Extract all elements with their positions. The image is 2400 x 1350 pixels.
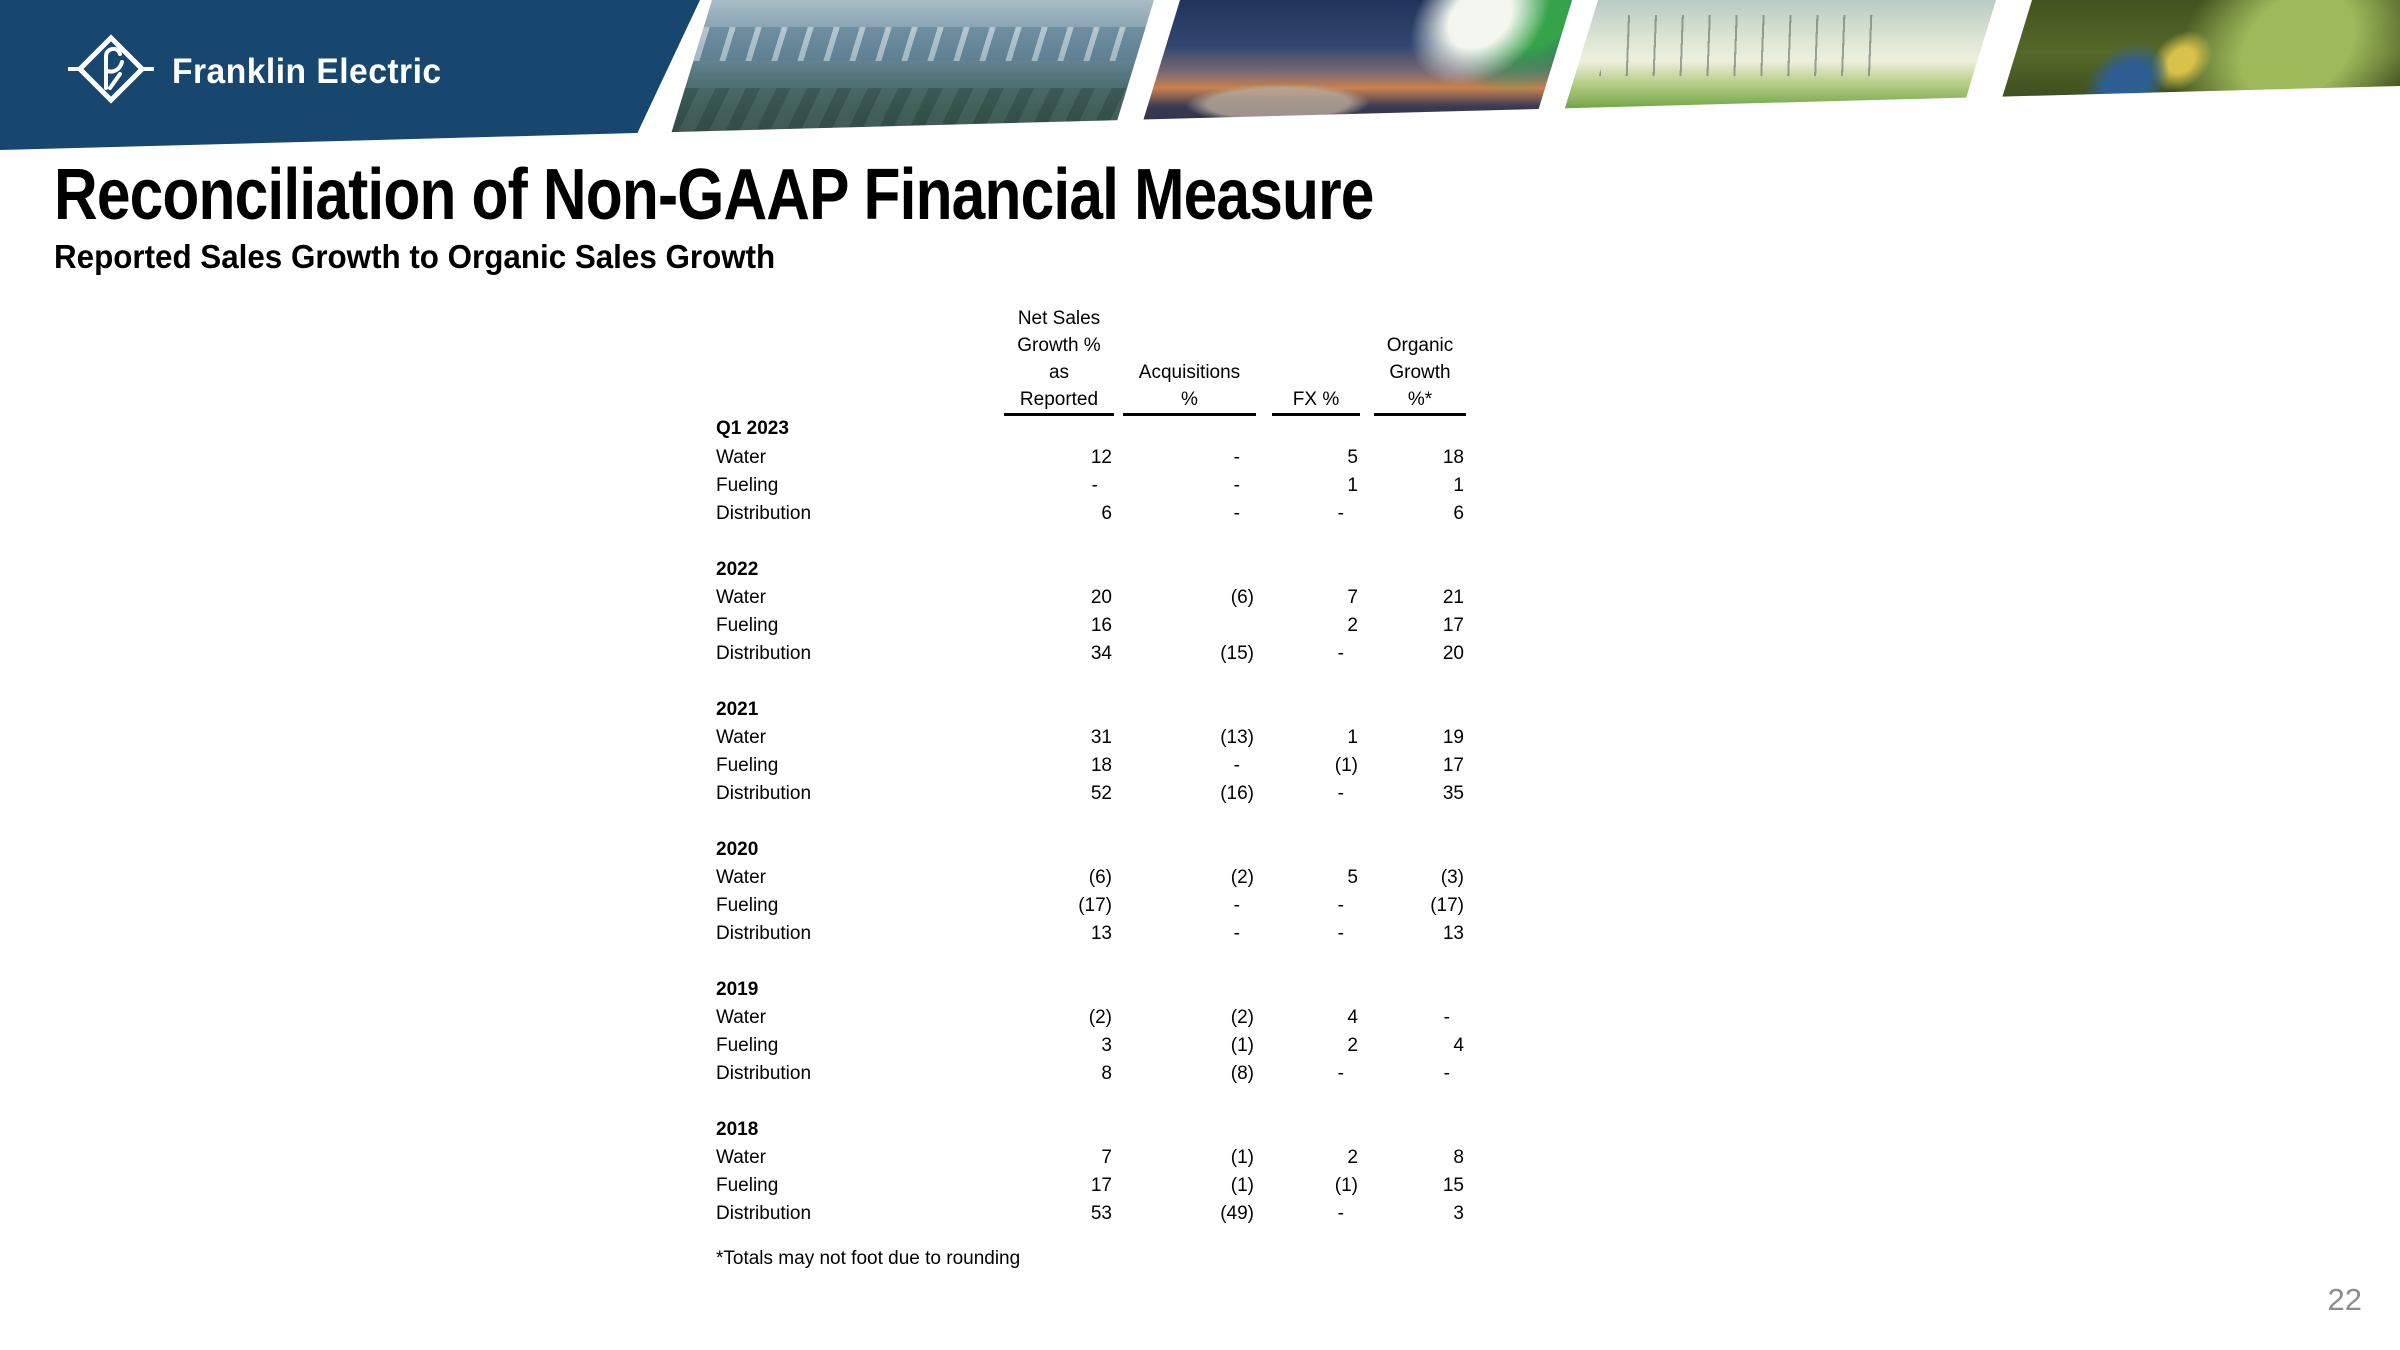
segment-label: Distribution — [716, 1203, 812, 1224]
value-cell: (17) — [1078, 895, 1112, 916]
value-cell: (1) — [1334, 1175, 1358, 1196]
segment-label: Fueling — [716, 755, 779, 776]
table-row — [716, 864, 1466, 892]
table-row — [716, 612, 1466, 640]
segment-label: Water — [716, 727, 766, 748]
value-cell: 4 — [1453, 1035, 1464, 1056]
value-cell: 3 — [1453, 1203, 1464, 1224]
value-cell: 31 — [1090, 727, 1112, 748]
value-cell — [1123, 612, 1256, 640]
group-spacer-row — [716, 808, 1466, 836]
value-cell: - — [1233, 503, 1240, 524]
segment-label: Fueling — [716, 1035, 779, 1056]
segment-label: Distribution — [716, 503, 812, 524]
value-cell: - — [1337, 1063, 1344, 1084]
period-label: 2019 — [716, 979, 759, 1000]
value-cell: 5 — [1347, 867, 1358, 888]
segment-label: Fueling — [716, 475, 779, 496]
table-row — [716, 724, 1466, 752]
column-header-blank — [716, 295, 1004, 415]
table-row — [716, 1004, 1466, 1032]
table-row — [716, 1172, 1466, 1200]
table-row — [716, 1032, 1466, 1060]
value-cell: 18 — [1090, 755, 1112, 776]
value-cell: 2 — [1347, 1035, 1358, 1056]
page-subtitle: Reported Sales Growth to Organic Sales Growth — [54, 238, 776, 275]
value-cell: 2 — [1347, 615, 1358, 636]
logo-wordmark: Franklin Electric — [172, 51, 442, 91]
period-row — [716, 836, 1466, 864]
value-cell: (6) — [1088, 867, 1112, 888]
value-cell: (17) — [1430, 895, 1464, 916]
value-cell: - — [1337, 503, 1344, 524]
value-cell: 7 — [1347, 587, 1358, 608]
value-cell: 21 — [1442, 587, 1464, 608]
value-cell: 15 — [1442, 1175, 1464, 1196]
value-cell: 4 — [1347, 1007, 1358, 1028]
value-cell: 34 — [1090, 643, 1112, 664]
group-spacer-row — [716, 948, 1466, 976]
value-cell: - — [1091, 475, 1098, 496]
period-row — [716, 976, 1466, 1004]
value-cell: (49) — [1220, 1203, 1254, 1224]
segment-label: Distribution — [716, 643, 812, 664]
table-row — [716, 1200, 1466, 1228]
value-cell: - — [1233, 895, 1240, 916]
value-cell: (1) — [1230, 1035, 1254, 1056]
value-cell: 17 — [1090, 1175, 1112, 1196]
value-cell: - — [1233, 755, 1240, 776]
value-cell: 5 — [1347, 447, 1358, 468]
franklin-electric-diamond-icon — [68, 26, 154, 117]
value-cell: - — [1233, 475, 1240, 496]
value-cell: 12 — [1090, 447, 1112, 468]
value-cell: 6 — [1101, 503, 1112, 524]
segment-label: Water — [716, 1007, 766, 1028]
value-cell: 52 — [1090, 783, 1112, 804]
value-cell: - — [1233, 923, 1240, 944]
value-cell: - — [1337, 923, 1344, 944]
value-cell: 20 — [1090, 587, 1112, 608]
value-cell: (1) — [1334, 755, 1358, 776]
value-cell: 53 — [1090, 1203, 1112, 1224]
table-row — [716, 780, 1466, 808]
value-cell: 20 — [1442, 643, 1464, 664]
table-row — [716, 500, 1466, 528]
value-cell: 16 — [1090, 615, 1112, 636]
value-cell: 13 — [1090, 923, 1112, 944]
value-cell: 8 — [1101, 1063, 1112, 1084]
rounding-footnote: *Totals may not foot due to rounding — [716, 1248, 1021, 1269]
period-row — [716, 1116, 1466, 1144]
column-header: Organic Growth %* — [1374, 295, 1466, 415]
table-row — [716, 584, 1466, 612]
value-cell: 17 — [1442, 615, 1464, 636]
value-cell: 17 — [1442, 755, 1464, 776]
value-cell: 6 — [1453, 503, 1464, 524]
top-banner — [0, 0, 2400, 170]
segment-label: Fueling — [716, 1175, 779, 1196]
page-number: 22 — [2327, 1282, 2362, 1317]
group-spacer-row — [716, 1088, 1466, 1116]
segment-label: Fueling — [716, 615, 779, 636]
table-row — [716, 1144, 1466, 1172]
value-cell: 7 — [1101, 1147, 1112, 1168]
value-cell: - — [1337, 1203, 1344, 1224]
period-row — [716, 696, 1466, 724]
column-gap — [1256, 295, 1272, 415]
segment-label: Water — [716, 447, 766, 468]
table-header-row — [716, 295, 1466, 415]
value-cell: - — [1233, 447, 1240, 468]
value-cell: (1) — [1230, 1175, 1254, 1196]
segment-label: Water — [716, 867, 766, 888]
group-spacer-row — [716, 528, 1466, 556]
value-cell: (15) — [1220, 643, 1254, 664]
segment-label: Fueling — [716, 895, 779, 916]
franklin-electric-logo — [68, 26, 453, 117]
value-cell: 1 — [1453, 475, 1464, 496]
value-cell: 18 — [1442, 447, 1464, 468]
column-header: Acquisitions % — [1123, 295, 1256, 415]
column-gap — [1114, 295, 1123, 415]
table-row — [716, 920, 1466, 948]
table-row — [716, 472, 1466, 500]
segment-label: Distribution — [716, 923, 812, 944]
value-cell: - — [1337, 783, 1344, 804]
period-row — [716, 556, 1466, 584]
value-cell: 2 — [1347, 1147, 1358, 1168]
segment-label: Water — [716, 1147, 766, 1168]
period-label: 2020 — [716, 839, 759, 860]
column-header: FX % — [1272, 295, 1360, 415]
column-header: Net Sales Growth % as Reported — [1004, 295, 1114, 415]
value-cell: 35 — [1442, 783, 1464, 804]
table-row — [716, 752, 1466, 780]
value-cell: 13 — [1442, 923, 1464, 944]
table-row — [716, 640, 1466, 668]
value-cell: 1 — [1347, 727, 1358, 748]
value-cell: (6) — [1230, 587, 1254, 608]
value-cell: (16) — [1220, 783, 1254, 804]
value-cell: (1) — [1230, 1147, 1254, 1168]
value-cell: - — [1337, 895, 1344, 916]
value-cell: - — [1337, 643, 1344, 664]
value-cell: 1 — [1347, 475, 1358, 496]
table-row — [716, 892, 1466, 920]
value-cell: - — [1443, 1063, 1450, 1084]
value-cell: (2) — [1230, 867, 1254, 888]
value-cell: 19 — [1442, 727, 1464, 748]
segment-label: Distribution — [716, 1063, 812, 1084]
column-gap — [1360, 295, 1374, 415]
period-label: 2018 — [716, 1119, 759, 1140]
period-label: 2021 — [716, 699, 759, 720]
period-row — [716, 415, 1466, 445]
value-cell: (3) — [1440, 867, 1464, 888]
value-cell: - — [1443, 1007, 1450, 1028]
segment-label: Water — [716, 587, 766, 608]
value-cell: (2) — [1088, 1007, 1112, 1028]
segment-label: Distribution — [716, 783, 812, 804]
value-cell: 3 — [1101, 1035, 1112, 1056]
reconciliation-table — [716, 295, 1466, 1256]
value-cell: (2) — [1230, 1007, 1254, 1028]
value-cell: (8) — [1230, 1063, 1254, 1084]
period-label: 2022 — [716, 559, 759, 580]
group-spacer-row — [716, 668, 1466, 696]
table-row — [716, 444, 1466, 472]
table-row — [716, 1060, 1466, 1088]
page-title: Reconciliation of Non-GAAP Financial Measure — [54, 155, 1374, 235]
period-label: Q1 2023 — [716, 418, 789, 440]
value-cell: 8 — [1453, 1147, 1464, 1168]
value-cell: (13) — [1220, 727, 1254, 748]
